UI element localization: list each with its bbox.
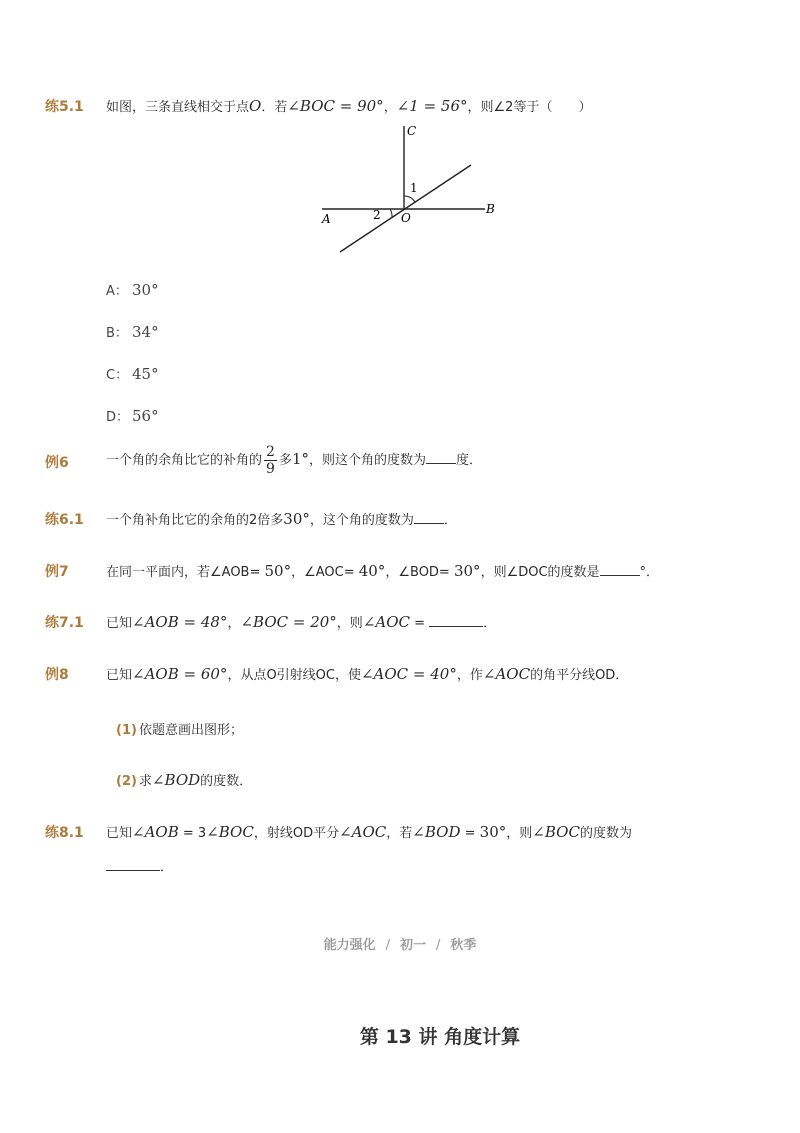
option-d[interactable]: D： 56° bbox=[106, 407, 159, 425]
sub-question-2: (2) 求∠BOD的度数． bbox=[116, 771, 253, 789]
question-stem: 已知∠AOB = 48°，∠BOC = 20°，则∠AOC = ． bbox=[106, 613, 497, 631]
question-tag: 练5.1 bbox=[45, 99, 84, 115]
question-tag: 练7.1 bbox=[45, 615, 84, 631]
question-stem: 如图，三条直线相交于点O．若∠BOC = 90°，∠1 = 56°，则∠2等于（ ） bbox=[106, 97, 592, 115]
question-8-1-continued: ． bbox=[106, 856, 740, 878]
angle-2-arc bbox=[390, 209, 392, 217]
label-c: C bbox=[407, 124, 417, 138]
question-stem: 已知∠AOB = 60°，从点O引射线OC，使∠AOC = 40°，作∠AOC的角平分线OD． bbox=[106, 665, 629, 683]
answer-blank[interactable] bbox=[429, 612, 483, 627]
option-c[interactable]: C： 45° bbox=[106, 365, 159, 383]
answer-blank[interactable] bbox=[426, 449, 456, 464]
option-b[interactable]: B： 34° bbox=[106, 323, 159, 341]
page-footer: 能力强化 / 初一 / 秋季 bbox=[323, 938, 477, 953]
question-stem: 已知∠AOB = 3∠BOC，射线OD平分∠AOC，若∠BOD = 30°，则∠BOC的度数为 bbox=[106, 823, 632, 841]
option-a[interactable]: A： 30° bbox=[106, 281, 159, 299]
answer-blank[interactable] bbox=[600, 561, 640, 576]
label-a: A bbox=[322, 212, 331, 226]
geometry-figure bbox=[318, 118, 508, 258]
question-tag: 例6 bbox=[45, 455, 69, 471]
label-b: B bbox=[486, 202, 495, 216]
answer-blank[interactable] bbox=[106, 856, 160, 871]
sub-question-1: (1) 依题意画出图形； bbox=[116, 723, 243, 738]
question-tag: 练8.1 bbox=[45, 825, 84, 841]
question-tag: 例8 bbox=[45, 667, 69, 683]
label-angle-1: 1 bbox=[410, 181, 418, 195]
label-angle-2: 2 bbox=[373, 208, 381, 222]
fraction: $\frac{2}{9}$ bbox=[266, 444, 275, 477]
answer-blank[interactable] bbox=[414, 509, 444, 524]
question-stem: 一个角的余角比它的补角的 $\frac{2}{9}$ 多1°，则这个角的度数为 度． bbox=[106, 444, 483, 477]
angle-1-arc bbox=[404, 196, 415, 202]
question-stem: 一个角补角比它的余角的2倍多30°，这个角的度数为 ． bbox=[106, 510, 457, 528]
chapter-title: 第 13 讲 角度计算 bbox=[359, 1026, 521, 1048]
question-tag: 练6.1 bbox=[45, 512, 84, 528]
question-tag: 例7 bbox=[45, 564, 69, 580]
label-o: O bbox=[401, 211, 411, 225]
question-stem: 在同一平面内，若∠AOB= 50°，∠AOC= 40°，∠BOD= 30°，则∠DOC的度数是 °． bbox=[106, 562, 660, 580]
